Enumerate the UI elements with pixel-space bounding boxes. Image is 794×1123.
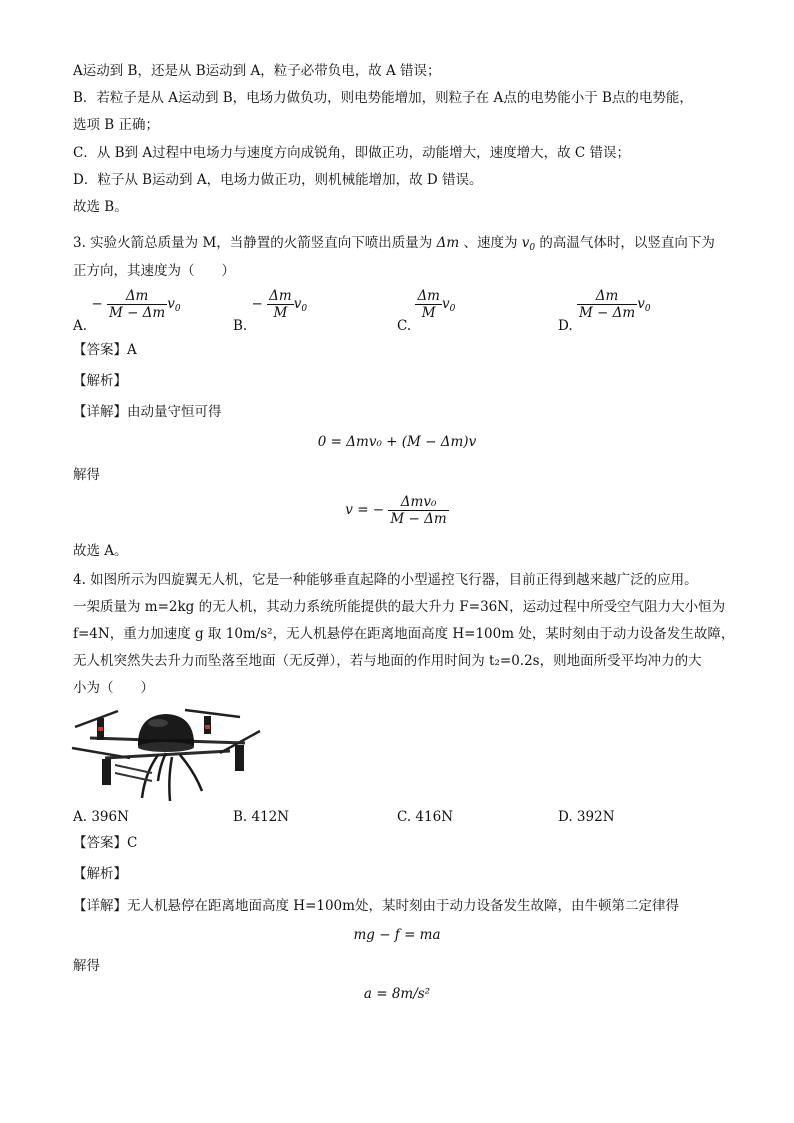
q3-option-a-denominator: M − Δm (108, 305, 166, 321)
q4-option-c: C. 416N (397, 809, 454, 825)
q3-equation-2-fraction (388, 494, 448, 527)
q4-detail-tag: 【详解】 (73, 898, 127, 914)
q3-option-b (233, 288, 308, 334)
q3-answer (73, 341, 137, 359)
q3-option-b-label: B. (233, 318, 248, 334)
q4-solve-word: 解得 (73, 958, 100, 974)
q3-option-a-fraction (107, 288, 167, 321)
q3-stem-part1: 3. 实验火箭总质量为 M，当静置的火箭竖直向下喷出质量为 (73, 235, 433, 251)
q4-option-b: B. 412N (233, 809, 290, 825)
q3-option-a-numerator: Δm (107, 288, 167, 305)
q3-equation-2-denominator: M − Δm (390, 511, 447, 527)
q3-option-a-label: A. (73, 318, 88, 334)
q4-stem-line3: f=4N，重力加速度 g 取 10m/s²，无人机悬停在距离地面高度 H=100m 处，某时刻由于动力设备发生故障， (73, 626, 735, 642)
prev-solution-line-a: A运动到 B，还是从 B运动到 A，粒子必带负电，故 A 错误； (73, 63, 441, 79)
drone-rotor-front-right (220, 731, 260, 771)
q4-stem-line2: 一架质量为 m=2kg 的无人机，其动力系统所能提供的最大升力 F=36N，运动过程中所受空气阻力大小恒为 (73, 599, 726, 615)
q3-option-c-fraction (415, 288, 442, 321)
q4-equation-1: mg − f = ma (353, 927, 441, 943)
q4-option-d: D. 392N (558, 809, 615, 825)
q4-stem-line1: 4. 如图所示为四旋翼无人机，它是一种能够垂直起降的小型遥控飞行器，目前正得到越来越广泛的应用。 (73, 572, 698, 588)
q3-equation-2-lhs: v = − (345, 502, 385, 518)
q4-detail (73, 897, 679, 915)
drone-body (138, 714, 194, 752)
prev-solution-line-b1: B．若粒子是从 A运动到 B，电场力做负功，则电势能增加，则粒子在 A点的电势能小于 B点的电势能， (73, 90, 693, 106)
prev-solution-line-b2: 选项 B 正确； (73, 117, 160, 133)
q4-answer-tag: 【答案】 (73, 835, 127, 851)
q3-solve-word: 解得 (73, 467, 100, 483)
q3-option-d-label: D. (558, 318, 573, 334)
q3-equation-2 (0, 494, 794, 527)
q3-option-d-fraction (577, 288, 637, 321)
q3-option-b-fraction (267, 288, 294, 321)
q3-answer-tag: 【答案】 (73, 342, 127, 358)
q3-option-b-sign: − (251, 296, 263, 312)
q3-answer-value: A (127, 342, 137, 358)
q3-option-c (397, 288, 456, 334)
q4-answer (73, 834, 137, 852)
q3-option-d-denominator: M − Δm (578, 305, 636, 321)
q3-stem-part3: 的高温气体时，以竖直向下为 (539, 235, 715, 251)
q4-equation-2: a = 8m/s² (363, 986, 431, 1002)
q3-option-d (558, 288, 651, 334)
q3-stem-line1 (73, 234, 715, 257)
q4-stem-line5: 小为（ ） (73, 680, 154, 696)
prev-solution-conclusion: 故选 B。 (73, 199, 128, 215)
q3-stem-part2: 、速度为 (463, 235, 518, 251)
q3-option-a-sign: − (91, 296, 103, 312)
q3-detail-tag: 【详解】 (73, 404, 127, 420)
q3-equation-2-numerator: Δmv₀ (388, 494, 448, 511)
q4-option-a: A. 396N (73, 809, 129, 825)
q3-option-b-velocity: $v_0$ (293, 296, 308, 314)
q3-conclusion: 故选 A。 (73, 543, 128, 559)
q4-detail-text: 无人机悬停在距离地面高度 H=100m处，某时刻由于动力设备发生故障，由牛顿第二定律得 (127, 898, 679, 914)
q3-option-c-denominator: M (421, 305, 436, 321)
q3-option-d-velocity: $v_0$ (637, 296, 651, 314)
quadcopter-drone-image (70, 703, 265, 803)
q3-v0: $v_0$ (521, 235, 536, 253)
drone-rotor-back-left (75, 711, 118, 740)
q3-detail (73, 403, 222, 421)
q4-stem-line4: 无人机突然失去升力而坠落至地面（无反弹），若与地面的作用时间为 t₂=0.2s，则地面所受平均冲力的大 (73, 653, 702, 669)
q3-stem-line2: 正方向，其速度为（ ） (73, 263, 235, 279)
drone-landing-gear (115, 753, 202, 801)
drone-rotor-back-right (185, 710, 240, 734)
q3-option-b-denominator: M (273, 305, 288, 321)
q3-detail-text: 由动量守恒可得 (127, 404, 222, 420)
q4-answer-value: C (127, 835, 138, 851)
q3-option-a (73, 288, 181, 334)
q3-option-b-numerator: Δm (269, 288, 292, 304)
q3-option-c-velocity: $v_0$ (442, 296, 456, 314)
prev-solution-line-c: C．从 B到 A过程中电场力与速度方向成锐角，即做正功，动能增大，速度增大，故 C 错误； (73, 145, 630, 161)
q3-delta-m: Δm (436, 235, 460, 251)
q4-analysis-tag: 【解析】 (73, 866, 127, 882)
q3-equation-1: 0 = Δmv₀ + (M − Δm)v (317, 434, 477, 450)
prev-solution-line-d: D．粒子从 B运动到 A，电场力做正功，则机械能增加，故 D 错误。 (73, 172, 483, 188)
q3-option-c-numerator: Δm (417, 288, 440, 304)
q3-option-a-velocity: $v_0$ (167, 296, 181, 314)
q3-option-c-label: C. (397, 318, 412, 334)
q3-option-d-numerator: Δm (577, 288, 637, 305)
q3-analysis-tag: 【解析】 (73, 373, 127, 389)
